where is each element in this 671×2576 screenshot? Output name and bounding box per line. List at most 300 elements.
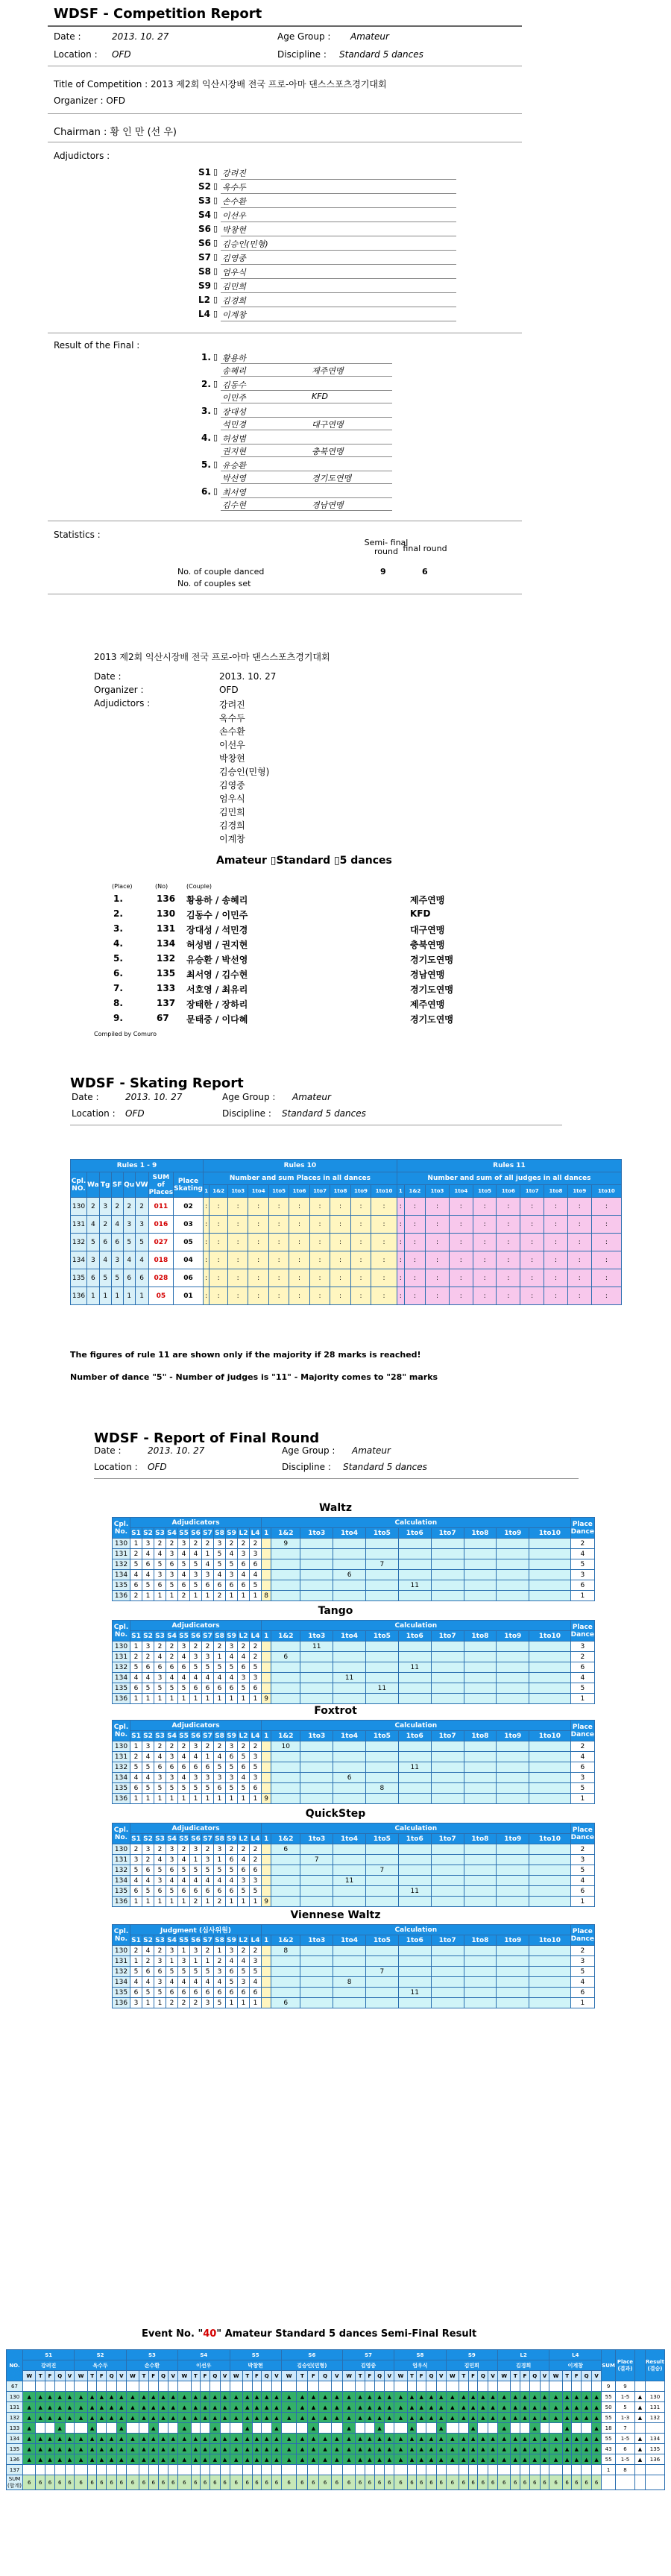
semi-result-header: Result (결승) — [645, 2350, 664, 2381]
fin-calc-cell — [333, 1539, 366, 1549]
semi-mark — [520, 2381, 530, 2392]
sk-r10-cell: : — [289, 1251, 309, 1269]
fin-calc-cell — [497, 1865, 529, 1876]
semi-sum-header: SUM — [602, 2350, 616, 2381]
semi-mark — [23, 2381, 36, 2392]
fin-mark: 3 — [214, 1773, 226, 1783]
fin-mark: 1 — [142, 1998, 154, 2008]
semi-mark — [281, 2381, 297, 2392]
semi-total-cell: 6 — [562, 2475, 572, 2490]
fin-calc-cell — [529, 1844, 570, 1855]
sk-place: 05 — [174, 1234, 204, 1251]
semi-mark: ▲ — [262, 2444, 272, 2454]
fin-judge-header: S5 — [179, 1732, 189, 1740]
fin-calc-cell — [529, 1662, 570, 1673]
semi-cpl: 136 — [7, 2454, 23, 2465]
semi-mark: ▲ — [529, 2434, 540, 2444]
semi-mark: ▲ — [148, 2444, 158, 2454]
fin-mark: 2 — [154, 1946, 166, 1956]
fin-calc-cell — [333, 1741, 366, 1752]
sk-r10-cell: : — [289, 1198, 309, 1216]
fin-calc-cell — [497, 1683, 529, 1694]
semi-mark — [158, 2423, 168, 2434]
fin-cpl-header: Cpl. No. — [113, 1925, 130, 1946]
semi-sum: 9 — [602, 2381, 616, 2392]
semi-mark: ▲ — [75, 2454, 87, 2465]
fin-calc-cell: 8 — [271, 1946, 300, 1956]
sk-dance-place: 5 — [135, 1234, 148, 1251]
fin-calc-col: 1to10 — [529, 1731, 570, 1741]
semi-mark — [230, 2381, 242, 2392]
fin-calc-col: 1&2 — [271, 1834, 300, 1844]
semi-dance-letter: W — [23, 2371, 36, 2381]
fin-calc-cell — [365, 1794, 398, 1804]
fin-calc-cell: 9 — [271, 1539, 300, 1549]
fin-mark: 5 — [130, 1762, 142, 1773]
semi-mark: ▲ — [116, 2434, 126, 2444]
fin-mark: 3 — [202, 1773, 214, 1783]
fin-mark: 6 — [250, 1683, 262, 1694]
sk-r11-cell: : — [404, 1216, 425, 1234]
semi-mark — [356, 2381, 365, 2392]
summary-adjudicator: 이계창 — [219, 834, 245, 844]
fin-mark: 3 — [190, 1844, 202, 1855]
fin-calc-cell — [464, 1897, 497, 1907]
fin-calc-cell — [300, 1652, 333, 1662]
rules-11-header: Rules 11 — [397, 1160, 621, 1172]
semi-mark — [529, 2381, 540, 2392]
sk-dance-place: 1 — [111, 1287, 123, 1305]
fin-calc-col: 1to10 — [529, 1631, 570, 1642]
sk-r10-cell: : — [227, 1287, 248, 1305]
summary-place: 2. — [113, 908, 123, 919]
semi-total-cell: 6 — [201, 2475, 210, 2490]
fin-adj-header: Adjudicators — [130, 1823, 262, 1834]
fin-mark: 1 — [166, 1794, 178, 1804]
fin-calc-cell — [271, 1886, 300, 1897]
summary-club: 충북연맹 — [410, 940, 445, 950]
semi-dance-letter: F — [468, 2371, 478, 2381]
semi-mark: ▲ — [242, 2423, 252, 2434]
fin-calc-cell — [262, 1977, 271, 1988]
fin-mark: 5 — [130, 1967, 142, 1977]
semi-mark: ▲ — [210, 2454, 220, 2465]
couples-danced-semi: 9 — [380, 567, 386, 577]
semi-mark: ▲ — [191, 2454, 201, 2465]
semi-mark: ▲ — [436, 2423, 446, 2434]
semi-mark: ▲ — [252, 2434, 262, 2444]
summary-adjudicator: 김영중 — [219, 780, 245, 791]
fin-judge-header: S7 — [203, 1529, 212, 1537]
semi-mark: ▲ — [201, 2402, 210, 2413]
sk-r10-cell: : — [248, 1251, 268, 1269]
result-square: ▯ — [213, 406, 218, 415]
fin-calc-cell — [431, 1783, 464, 1794]
fin-cpl: 135 — [113, 1683, 130, 1694]
semi-mark — [65, 2381, 75, 2392]
semi-mark: ▲ — [331, 2402, 342, 2413]
semi-mark — [178, 2381, 191, 2392]
semi-mark: ▲ — [319, 2413, 331, 2423]
fin-calc-col: 1to7 — [431, 1528, 464, 1539]
sk-cpl: 131 — [71, 1216, 87, 1234]
skating-note-1: The figures of rule 11 are shown only if the majority if 28 marks is reached! — [70, 1350, 421, 1360]
fin-place: 1 — [570, 1694, 594, 1704]
semi-mark: ▲ — [87, 2444, 97, 2454]
fin-mark: 5 — [190, 1662, 202, 1673]
fin-mark: 1 — [142, 1694, 154, 1704]
semi-sum: 1 — [602, 2465, 616, 2475]
fin-calc-cell — [262, 1741, 271, 1752]
fin-calc-cell — [431, 1549, 464, 1559]
semi-dance-letter: T — [139, 2371, 149, 2381]
fin-calc-cell — [497, 1591, 529, 1601]
fin-calc-cell — [262, 1886, 271, 1897]
semi-mark — [407, 2381, 417, 2392]
semi-dance-letter: V — [540, 2371, 549, 2381]
semi-judge-name: 옥수두 — [75, 2360, 126, 2371]
fin-mark: 6 — [190, 1683, 202, 1694]
summary-couple: 황용하 / 송혜리 — [186, 895, 248, 905]
fin-mark: 4 — [178, 1773, 190, 1783]
fin-calc-cell — [300, 1773, 333, 1783]
semi-mark: ▲ — [168, 2444, 178, 2454]
semi-mark: ▲ — [148, 2392, 158, 2402]
result-underline — [221, 390, 392, 391]
fin-mark: 2 — [130, 1549, 142, 1559]
semi-mark — [488, 2381, 498, 2392]
semi-mark: ▲ — [75, 2413, 87, 2423]
fin-mark: 1 — [130, 1694, 142, 1704]
sk-r10-cell: : — [227, 1216, 248, 1234]
sk-r10-cell: : — [210, 1251, 228, 1269]
fin-judge-header: S5 — [179, 1632, 189, 1640]
semi-mark: ▲ — [191, 2392, 201, 2402]
fin-mark: 6 — [154, 1886, 166, 1897]
fin-mark: 1 — [130, 1741, 142, 1752]
fin-mark: 5 — [142, 1988, 154, 1998]
fin-calc-cell — [333, 1844, 366, 1855]
fin-mark: 1 — [202, 1591, 214, 1601]
fin-calc-col: 1to6 — [398, 1834, 431, 1844]
fin-mark: 1 — [130, 1794, 142, 1804]
semi-judge-name: 이선우 — [178, 2360, 230, 2371]
semi-judge-code: S1 — [23, 2350, 75, 2360]
fin-mark: 5 — [226, 1865, 238, 1876]
semi-total-cell: 6 — [210, 2475, 220, 2490]
fin-calc-cell: 11 — [365, 1683, 398, 1694]
adjudicator-code: S6 — [198, 224, 211, 234]
fin-place: 5 — [570, 1683, 594, 1694]
semi-judge-code: S5 — [230, 2350, 281, 2360]
fin-cpl: 135 — [113, 1886, 130, 1897]
summary-no: 67 — [157, 1013, 169, 1023]
fin-calc-cell — [300, 1539, 333, 1549]
fin-calc-cell — [529, 1539, 570, 1549]
semi-mark: ▲ — [87, 2402, 97, 2413]
semi-dance-letter: Q — [262, 2371, 272, 2381]
sk-discipline-label: Discipline : — [222, 1108, 271, 1119]
fin-mark: 5 — [226, 1662, 238, 1673]
semi-mark: ▲ — [308, 2423, 319, 2434]
fin-mark: 6 — [154, 1967, 166, 1977]
fin-place-header: Place Dance — [570, 1823, 594, 1844]
fin-calc-col: 1to8 — [464, 1631, 497, 1642]
fin-calc-cell: 7 — [365, 1865, 398, 1876]
fin-calc-cell — [431, 1876, 464, 1886]
fin-calc-cell: 7 — [300, 1855, 333, 1865]
fin-calc-cell: 11 — [333, 1876, 366, 1886]
fin-mark: 6 — [178, 1580, 190, 1591]
semi-mark: ▲ — [511, 2392, 520, 2402]
fin-row — [113, 1591, 595, 1601]
fin-mark: 6 — [214, 1988, 226, 1998]
semi-total-cell: 6 — [87, 2475, 97, 2490]
fin-judge-header: S5 — [179, 1936, 189, 1944]
fin-calc-cell — [431, 1967, 464, 1977]
fin-mark: 6 — [202, 1683, 214, 1694]
fin-mark: 6 — [202, 1762, 214, 1773]
fin-mark: 5 — [226, 1783, 238, 1794]
fin-judge-header: S1 — [131, 1529, 141, 1537]
final-round-title: WDSF - Report of Final Round — [94, 1430, 320, 1446]
semi-mark: ▲ — [562, 2423, 572, 2434]
semi-mark — [529, 2465, 540, 2475]
sk-r11-cell: : — [567, 1287, 591, 1305]
semi-mark — [520, 2423, 530, 2434]
semi-mark: ▲ — [54, 2402, 65, 2413]
fin-calc-cell: 6 — [271, 1998, 300, 2008]
sk-r10-cell: : — [248, 1216, 268, 1234]
fin-judge-header: S7 — [203, 1732, 212, 1740]
fin-calc-cell — [365, 1844, 398, 1855]
result-name-1: 황용하 — [222, 354, 246, 363]
adjudicator-square: ▯ — [213, 280, 218, 290]
semi-mark: ▲ — [591, 2402, 601, 2413]
fin-mark: 1 — [214, 1794, 226, 1804]
fin-calc-cell — [365, 1549, 398, 1559]
fin-mark: 4 — [178, 1673, 190, 1683]
sk-dance-place: 5 — [87, 1234, 100, 1251]
semi-mark: ▲ — [220, 2454, 230, 2465]
sk-r10-cell: : — [330, 1198, 350, 1216]
semi-mark: ▲ — [446, 2434, 459, 2444]
fin-calc-cell — [333, 1580, 366, 1591]
semi-mark: ▲ — [297, 2444, 308, 2454]
sk-r10-cell: : — [210, 1198, 228, 1216]
fin-calc-cell: 6 — [333, 1570, 366, 1580]
fin-calc-col: 1to4 — [333, 1834, 366, 1844]
fin-mark: 4 — [238, 1855, 250, 1865]
semi-mark: ▲ — [342, 2392, 355, 2402]
semi-mark: ▲ — [87, 2434, 97, 2444]
result-underline — [221, 417, 392, 418]
sk-r10-cell: : — [227, 1198, 248, 1216]
semi-cpl-header: NO. — [7, 2350, 23, 2381]
semi-mark: ▲ — [45, 2402, 55, 2413]
fin-mark: 2 — [226, 1539, 238, 1549]
fin-mark: 4 — [190, 1549, 202, 1559]
fin-place: 5 — [570, 1865, 594, 1876]
fin-mark: 3 — [166, 1549, 178, 1559]
semi-mark — [148, 2381, 158, 2392]
fin-judge-header: L2 — [239, 1632, 248, 1640]
fin-row — [113, 1673, 595, 1683]
fin-place: 4 — [570, 1549, 594, 1559]
semi-mark: ▲ — [417, 2444, 426, 2454]
semi-mark: ▲ — [582, 2454, 592, 2465]
semi-total-cell: 6 — [468, 2475, 478, 2490]
fin-mark: 2 — [130, 1591, 142, 1601]
fin-mark: 3 — [190, 1773, 202, 1783]
fin-calc-col: 1to4 — [333, 1528, 366, 1539]
sk-location: OFD — [125, 1108, 145, 1119]
semi-mark: ▲ — [549, 2454, 562, 2465]
semi-place-header: Place (결과) — [615, 2350, 634, 2381]
fin-judge-header: L4 — [251, 1835, 260, 1843]
semi-mark: ▲ — [520, 2402, 530, 2413]
fin-calc-cell — [431, 1886, 464, 1897]
fin-judge-header: S9 — [227, 1732, 236, 1740]
sk-r10-cell: : — [248, 1234, 268, 1251]
semi-total-cell: 6 — [529, 2475, 540, 2490]
fin-mark: 4 — [178, 1876, 190, 1886]
semi-mark: ▲ — [468, 2413, 478, 2423]
fin-calc-cell — [333, 1549, 366, 1559]
sk-r10-cell: : — [371, 1251, 397, 1269]
semi-mark: ▲ — [210, 2434, 220, 2444]
sk-dance-place: 2 — [99, 1216, 111, 1234]
semi-mark — [191, 2465, 201, 2475]
fin-mark: 1 — [130, 1539, 142, 1549]
fin-calc-cell — [262, 1946, 271, 1956]
fin-calc-cell — [431, 1642, 464, 1652]
sk-dance-header: VW — [135, 1172, 148, 1198]
summary-club: KFD — [410, 908, 431, 919]
result-club: 경기도연맹 — [312, 474, 352, 483]
sk-dance-header: SF — [111, 1172, 123, 1198]
semi-mark: ▲ — [468, 2444, 478, 2454]
fin-calc-col: 1to5 — [365, 1834, 398, 1844]
fin-calc-cell — [262, 1642, 271, 1652]
fin-calc-cell — [300, 1683, 333, 1694]
fin-calc-cell — [529, 1559, 570, 1570]
semi-mark — [262, 2381, 272, 2392]
fin-mark: 4 — [154, 1652, 166, 1662]
semi-mark: ▲ — [65, 2392, 75, 2402]
summary-club: 대구연맹 — [410, 925, 445, 935]
sk-r11-cell: : — [473, 1269, 497, 1287]
semi-mark — [178, 2465, 191, 2475]
semi-mark — [65, 2465, 75, 2475]
fin-calc-cell: 10 — [271, 1741, 300, 1752]
fin-calc-cell — [431, 1652, 464, 1662]
adjudicator-code: S7 — [198, 252, 211, 263]
fin-calc-cell — [497, 1559, 529, 1570]
semi-mark: ▲ — [97, 2402, 107, 2413]
fin-calc-cell — [300, 1886, 333, 1897]
fin-mark: 3 — [130, 1998, 142, 2008]
semi-mark — [65, 2423, 75, 2434]
semi-mark: ▲ — [436, 2402, 446, 2413]
fin-calc-cell — [300, 1956, 333, 1967]
sk-r11-cell: : — [473, 1216, 497, 1234]
semi-total-cell: 6 — [407, 2475, 417, 2490]
semi-mark: ▲ — [385, 2454, 394, 2465]
fin-calc-cell — [497, 1539, 529, 1549]
title-of-competition: Title of Competition : 2013 제2회 익산시장배 전국 프로-아마 댄스스포츠경기대회 — [54, 79, 387, 89]
semi-mark: ▲ — [126, 2392, 139, 2402]
result-underline — [221, 510, 392, 511]
fin-row — [113, 1752, 595, 1762]
fin-mark: 6 — [130, 1988, 142, 1998]
fin-cpl: 134 — [113, 1570, 130, 1580]
result-square: ▯ — [213, 433, 218, 442]
sk-r11-cell: : — [473, 1287, 497, 1305]
fin-mark: 4 — [190, 1673, 202, 1683]
fin-calc-cell — [431, 1844, 464, 1855]
semi-mark: ▲ — [23, 2423, 36, 2434]
fin-mark: 4 — [214, 1570, 226, 1580]
fin-mark: 2 — [202, 1642, 214, 1652]
fin-judge-header: S9 — [227, 1632, 236, 1640]
semi-mark: ▲ — [356, 2434, 365, 2444]
fin-judge-header: L4 — [251, 1936, 260, 1944]
semi-total-row — [7, 2475, 665, 2490]
fin-row — [113, 1762, 595, 1773]
semi-mark: ▲ — [272, 2392, 282, 2402]
fin-place: 4 — [570, 1673, 594, 1683]
fin-calc-cell — [529, 1570, 570, 1580]
fin-calc-cell — [300, 1662, 333, 1673]
sk-rule-col: 1 — [397, 1185, 404, 1198]
semi-mark: ▲ — [511, 2434, 520, 2444]
semi-judge-name: 김경희 — [498, 2360, 549, 2371]
fin-mark: 5 — [214, 1998, 226, 2008]
fin-calc-cell — [262, 1549, 271, 1559]
sk-cpl: 130 — [71, 1198, 87, 1216]
semi-row — [7, 2454, 665, 2465]
result-name-1: 장대성 — [222, 407, 246, 417]
fin-mark: 5 — [130, 1865, 142, 1876]
fin-calc-col: 1to10 — [529, 1935, 570, 1946]
fin-adj-header: Adjudicators — [130, 1621, 262, 1631]
semi-mark: ▲ — [488, 2444, 498, 2454]
semi-dance-letter: V — [272, 2371, 282, 2381]
semi-mark: ▲ — [331, 2392, 342, 2402]
semi-mark: ▲ — [158, 2402, 168, 2413]
semi-sum: 55 — [602, 2413, 616, 2423]
fin-mark: 5 — [214, 1762, 226, 1773]
semi-cpl: 132 — [7, 2413, 23, 2423]
summary-event: Amateur ▯Standard ▯5 dances — [216, 855, 392, 867]
semi-mark — [436, 2465, 446, 2475]
fin-mark: 1 — [250, 1694, 262, 1704]
fin-calc-cell — [398, 1783, 431, 1794]
sk-dance-place: 2 — [111, 1198, 123, 1216]
fin-mark: 6 — [178, 1886, 190, 1897]
semi-mark: ▲ — [158, 2413, 168, 2423]
semi-mark: ▲ — [45, 2392, 55, 2402]
semi-mark: ▲ — [498, 2413, 511, 2423]
fin-mark: 1 — [190, 1855, 202, 1865]
fin-mark: 4 — [214, 1673, 226, 1683]
fin-calc-cell — [365, 1741, 398, 1752]
final-dance-table — [112, 1924, 595, 2008]
summary-couple: 문태중 / 이다혜 — [186, 1014, 248, 1025]
fin-place: 2 — [570, 1844, 594, 1855]
sk-r11-cell: : — [404, 1234, 425, 1251]
